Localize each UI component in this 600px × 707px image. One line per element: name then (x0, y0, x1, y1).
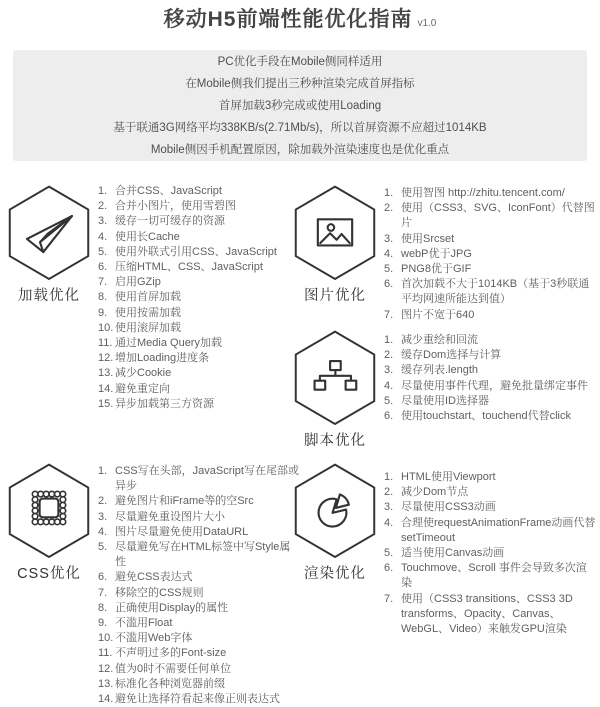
list-item (98, 321, 300, 336)
list-item-number: 4. (98, 525, 108, 538)
list-item-text: 图片不宽于640 (401, 308, 475, 321)
page-header (0, 4, 600, 40)
list-item (98, 245, 300, 260)
page-title (164, 4, 437, 40)
list-item-text: 使用首屏加载 (115, 291, 181, 304)
list-item-text: 首次加载不大于1014KB（基于3秒联通平均网速所能达到值） (401, 278, 590, 306)
list-item-number: 2. (98, 495, 108, 508)
list-item (98, 366, 300, 381)
pie-chart-icon (319, 494, 349, 526)
list-item-text: 启用GZip (115, 276, 161, 289)
list-item (98, 184, 300, 199)
list-item (98, 540, 300, 570)
section-label: 图片优化 (304, 288, 366, 304)
hexagon-outline (294, 185, 376, 279)
list-item (98, 230, 300, 245)
list-item (98, 646, 300, 661)
list-item (98, 570, 300, 585)
section-label: 加载优化 (18, 288, 80, 304)
list-item-text: 使用touchstart、touchend代替click (401, 410, 571, 423)
section-loading-list (98, 184, 300, 412)
list-item-number: 6. (98, 571, 108, 584)
list-item-number: 2. (384, 349, 394, 362)
list-item-text: 缓存一切可缓存的资源 (115, 215, 225, 228)
list-item-text: 不滥用Float (115, 617, 173, 630)
list-item-text: webP优于JPG (401, 247, 472, 260)
list-item-text: 尽量避免写在HTML标签中写Style属性 (115, 541, 291, 569)
list-item (384, 277, 596, 307)
list-item-number: 7. (384, 308, 394, 321)
list-item-number: 6. (384, 278, 394, 291)
list-item (384, 262, 596, 277)
intro-line: 在Mobile侧我们提出三秒种渲染完成首屏指标 (185, 77, 415, 90)
list-item-text: 减少Dom节点 (401, 486, 469, 499)
list-item-text: HTML使用Viewport (401, 471, 496, 483)
list-item-text: 避免图片和iFrame等的空Src (115, 495, 254, 508)
list-item-text: 使用智图 http://zhitu.tencent.com/ (401, 187, 565, 199)
sitemap-icon (315, 361, 357, 390)
page-title-text: 移动H5前端性能优化指南 (163, 8, 413, 31)
list-item-text: 使用按需加载 (115, 306, 181, 319)
list-item-number: 8. (98, 601, 108, 614)
list-item (98, 586, 300, 601)
list-item-number: 3. (98, 215, 108, 228)
section-css-list (98, 464, 300, 707)
list-item-number: 6. (384, 410, 394, 423)
list-item (98, 510, 300, 525)
list-item-number: 9. (98, 306, 108, 319)
list-item (98, 214, 300, 229)
list-item-text: 合并小图片，使用雪碧图 (115, 200, 236, 213)
list-item (384, 546, 596, 561)
section-image-list (384, 186, 596, 323)
list-item-text: 使用滚屏加载 (115, 321, 181, 334)
list-item-number: 4. (384, 516, 394, 529)
list-item-number: 12. (98, 662, 114, 675)
list-item-text: 异步加载第三方资源 (115, 397, 214, 410)
section-image-badge (291, 185, 379, 305)
list-item (384, 592, 596, 638)
list-item (98, 351, 300, 366)
list-item (98, 525, 300, 540)
list-item-text: 图片尽量避免使用DataURL (115, 525, 249, 538)
list-item (384, 201, 596, 231)
list-item-number: 1. (384, 187, 394, 199)
list-item-text: 避免CSS表达式 (115, 571, 193, 584)
list-item (384, 247, 596, 262)
list-item-text: 合并CSS、JavaScript (115, 185, 222, 197)
list-item-number: 5. (384, 547, 394, 560)
list-item-number: 1. (384, 334, 394, 346)
list-item-text: 压缩HTML、CSS、JavaScript (115, 261, 263, 274)
section-render-list (384, 470, 596, 637)
list-item (98, 397, 300, 412)
hexagon-outline (294, 330, 376, 424)
list-item-text: 使用长Cache (115, 230, 180, 243)
list-item-number: 7. (384, 592, 394, 605)
list-item-text: 不声明过多的Font-size (115, 647, 227, 660)
section-label: 脚本优化 (304, 433, 366, 449)
list-item (98, 464, 300, 494)
list-item (384, 333, 596, 348)
hexagon-outline (294, 463, 376, 557)
list-item-text: 尽量使用ID选择器 (401, 394, 489, 407)
list-item-text: 合理使requestAnimationFrame动画代替setTimeout (401, 516, 596, 544)
list-item (98, 662, 300, 677)
list-item-text: 通过Media Query加载 (115, 337, 222, 350)
list-item (384, 348, 596, 363)
list-item (384, 379, 596, 394)
list-item (384, 470, 596, 485)
list-item-number: 5. (384, 394, 394, 407)
section-script-badge (291, 330, 379, 450)
list-item-text: 缓存列表.length (401, 364, 479, 377)
list-item-number: 7. (98, 586, 108, 599)
list-item-number: 2. (98, 200, 108, 213)
list-item-number: 9. (98, 617, 108, 630)
list-item (384, 363, 596, 378)
intro-line: Mobile侧因手机配置原因，除加载外渲染速度也是优化重点 (150, 143, 450, 156)
list-item-text: 移除空的CSS规则 (115, 586, 204, 599)
list-item (98, 631, 300, 646)
image-icon (318, 219, 352, 245)
list-item-text: 尽量避免重设图片大小 (115, 510, 225, 523)
hexagon-outline (8, 185, 90, 279)
list-item-number: 2. (384, 202, 394, 215)
list-item-number: 5. (98, 541, 108, 554)
hexagon-outline (8, 463, 90, 557)
list-item-number: 3. (98, 510, 108, 523)
list-item-text: 尽量使用事件代理，避免批量绑定事件 (401, 379, 588, 392)
list-item-text: 缓存Dom选择与计算 (401, 349, 502, 362)
list-item (98, 601, 300, 616)
list-item (98, 616, 300, 631)
list-item-text: 使用（CSS3 transitions、CSS3 3D transforms、Opacity、Canvas、WebGL、Video）来触发GPU渲染 (401, 592, 573, 636)
list-item-number: 3. (384, 232, 394, 245)
list-item (98, 260, 300, 275)
list-item-text: 值为0时不需要任何单位 (115, 662, 232, 675)
list-item-number: 13. (98, 677, 114, 690)
version-tag: v1.0 (417, 18, 437, 29)
section-css-badge (5, 463, 93, 583)
list-item (98, 336, 300, 351)
list-item (98, 677, 300, 692)
list-item-number: 7. (98, 276, 108, 289)
list-item-text: 避免重定向 (115, 382, 170, 395)
list-item-text: 使用Srcset (401, 232, 455, 245)
list-item-number: 10. (98, 321, 114, 334)
list-item (98, 275, 300, 290)
list-item-text: 使用外联式引用CSS、JavaScript (115, 245, 277, 258)
list-item (384, 394, 596, 409)
list-item-text: 不滥用Web字体 (115, 632, 193, 645)
list-item-text: 增加Loading进度条 (115, 352, 210, 365)
list-item-number: 12. (98, 352, 114, 365)
list-item-text: 避免让选择符看起来像正则表达式 (115, 693, 280, 706)
list-item-text: 减少重绘和回流 (401, 334, 478, 346)
list-item-number: 5. (98, 245, 108, 258)
list-item-number: 4. (98, 230, 108, 243)
list-item-number: 14. (98, 382, 114, 395)
list-item-text: CSS写在头部，JavaScript写在尾部或异步 (115, 465, 299, 493)
list-item (98, 382, 300, 397)
list-item-text: 使用（CSS3、SVG、IconFont）代替图片 (401, 202, 595, 230)
list-item-number: 13. (98, 367, 114, 380)
section-render-badge (291, 463, 379, 583)
list-item-text: 标准化各种浏览器前缀 (115, 677, 225, 690)
list-item-number: 3. (384, 364, 394, 377)
intro-line: 基于联通3G网络平均338KB/s(2.71Mb/s)，所以首屏资源不应超过1014KB (113, 121, 487, 134)
list-item-number: 8. (98, 291, 108, 304)
section-loading-badge (5, 185, 93, 305)
list-item-number: 14. (98, 693, 114, 706)
list-item-number: 6. (98, 261, 108, 274)
list-item (384, 516, 596, 546)
section-label: CSS优化 (17, 566, 81, 582)
list-item-text: 减少Cookie (115, 367, 172, 380)
list-item-number: 11. (98, 647, 113, 660)
section-script-list (384, 333, 596, 424)
list-item (384, 232, 596, 247)
intro-panel (13, 50, 587, 161)
list-item (98, 199, 300, 214)
section-label: 渲染优化 (304, 566, 366, 582)
list-item (384, 500, 596, 515)
list-item-number: 5. (384, 263, 394, 276)
list-item-number: 15. (98, 397, 114, 410)
list-item-text: 尽量使用CSS3动画 (401, 501, 496, 514)
list-item (384, 409, 596, 424)
list-item-number: 4. (384, 379, 394, 392)
list-item (98, 290, 300, 305)
intro-line: PC优化手段在Mobile侧同样适用 (217, 55, 383, 68)
list-item (98, 306, 300, 321)
stamp-icon (32, 491, 65, 524)
list-item-text: 适当使用Canvas动画 (401, 547, 505, 560)
list-item-number: 10. (98, 632, 114, 645)
list-item-number: 1. (384, 471, 394, 483)
list-item-text: Touchmove、Scroll 事件会导致多次渲染 (401, 562, 587, 590)
list-item-number: 11. (98, 337, 113, 350)
list-item-number: 3. (384, 501, 394, 514)
intro-line: 首屏加载3秒完成或使用Loading (218, 99, 382, 112)
list-item-text: 正确使用Display的属性 (115, 601, 229, 614)
list-item-number: 1. (98, 465, 108, 477)
paper-plane-icon (27, 216, 72, 252)
list-item-text: PNG8优于GIF (401, 263, 472, 276)
list-item (98, 494, 300, 509)
list-item (384, 186, 596, 201)
list-item (384, 561, 596, 591)
list-item-number: 6. (384, 562, 394, 575)
list-item-number: 4. (384, 247, 394, 260)
list-item-number: 2. (384, 486, 394, 499)
list-item (384, 485, 596, 500)
list-item (384, 308, 596, 323)
list-item (98, 692, 300, 707)
list-item-number: 1. (98, 185, 108, 197)
